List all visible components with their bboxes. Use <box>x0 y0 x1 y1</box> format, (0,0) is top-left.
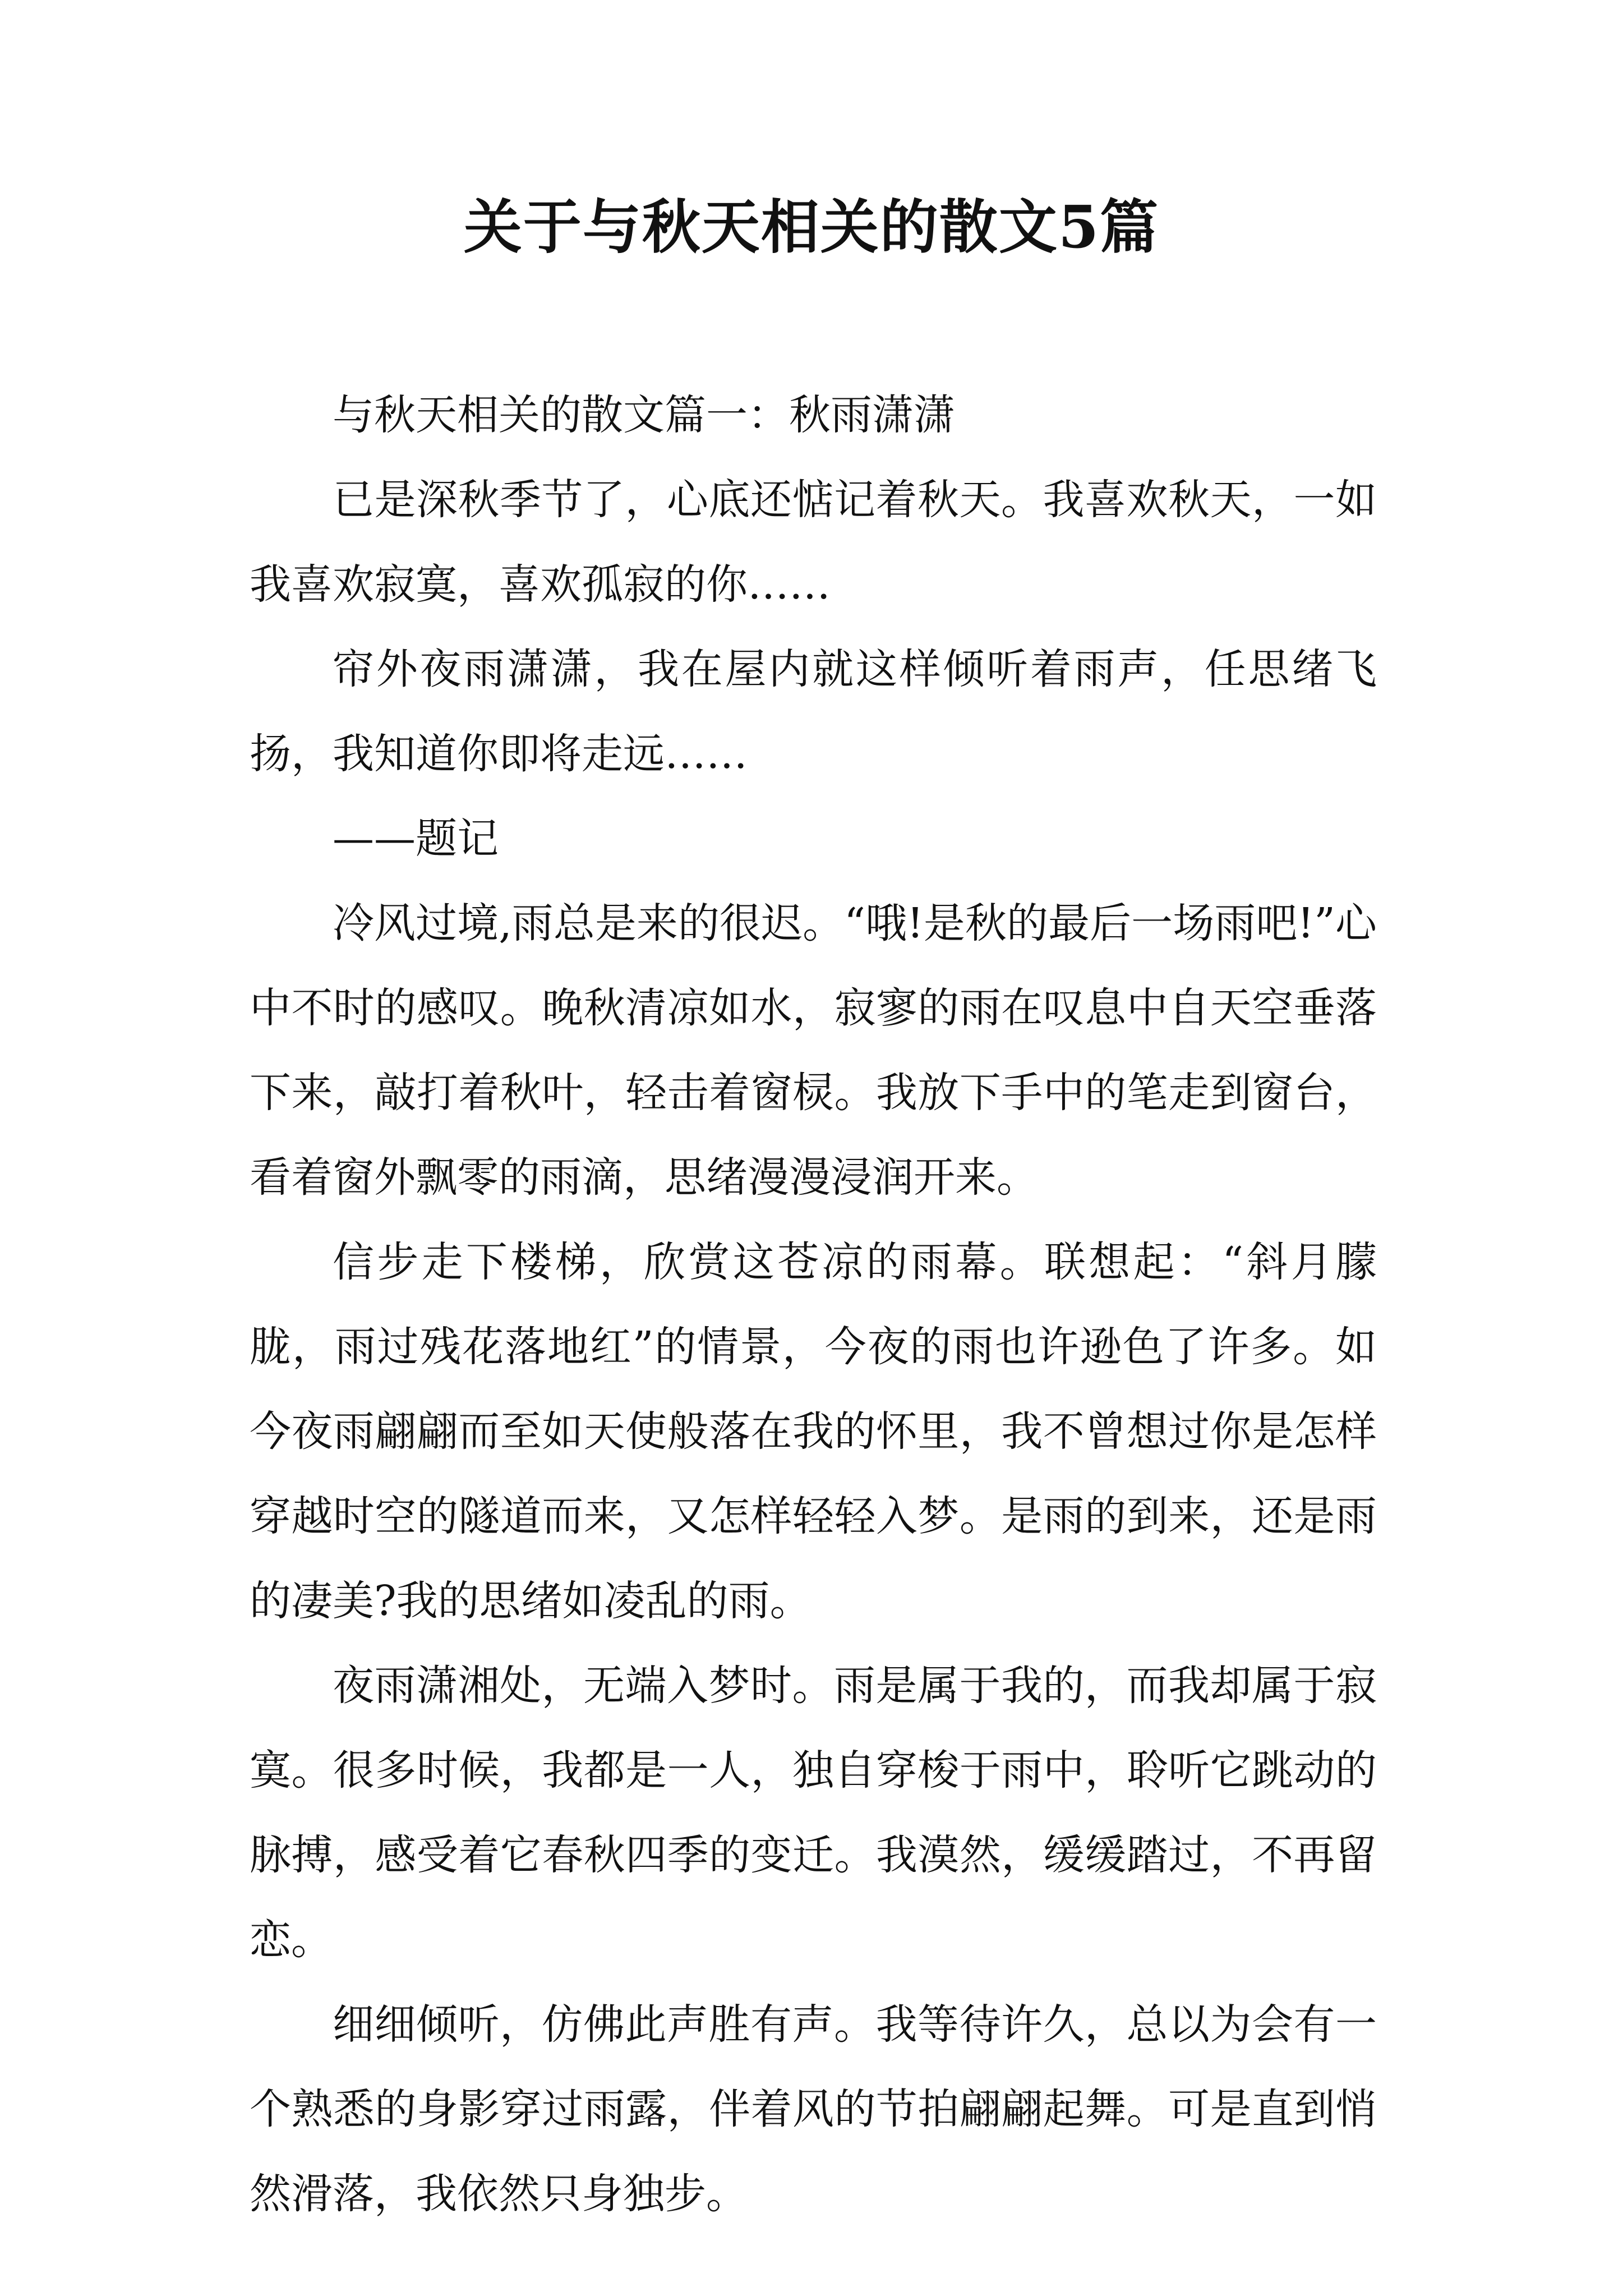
epigraph-attribution: ——题记 <box>333 815 499 863</box>
paragraph: 已是深秋季节了，心底还惦记着秋天。我喜欢秋天，一如我喜欢寂寞，喜欢孤寂的你…… <box>250 476 1377 609</box>
document-title: 关于与秋天相关的散文5篇 <box>463 192 1160 261</box>
paragraph: 夜雨潇湘处，无端入梦时。雨是属于我的，而我却属于寂寞。很多时候，我都是一人，独自穿梭于雨中，聆听它跳动的脉搏，感受着它春秋四季的变迁。我漠然，缓缓踏过，不再留恋。 <box>250 1662 1377 1964</box>
paragraph: 细细倾听，仿佛此声胜有声。我等待许久，总以为会有一个熟悉的身影穿过雨露，伴着风的节拍翩翩起舞。可是直到悄然滑落，我依然只身独步。 <box>250 2000 1377 2218</box>
paragraph: 信步走下楼梯，欣赏这苍凉的雨幕。联想起：“斜月朦胧，雨过残花落地红”的情景，今夜的雨也许逊色了许多。如今夜雨翩翩而至如天使般落在我的怀里，我不曾想过你是怎样穿越时空的隧道而来，又怎样轻轻入梦。是雨的到来，还是雨的凄美?我的思绪如凌乱的雨。 <box>250 1238 1377 1625</box>
paragraph: 帘外夜雨潇潇，我在屋内就这样倾听着雨声，任思绪飞扬，我知道你即将走远…… <box>250 645 1377 778</box>
document-body <box>250 373 1377 2237</box>
paragraph: 冷风过境,雨总是来的很迟。“哦!是秋的最后一场雨吧!”心中不时的感叹。晚秋清凉如水，寂寥的雨在叹息中自天空垂落下来，敲打着秋叶，轻击着窗棂。我放下手中的笔走到窗台，看着窗外飘零的雨滴，思绪漫漫浸润开来。 <box>250 899 1377 1202</box>
section-heading: 与秋天相关的散文篇一：秋雨潇潇 <box>333 391 955 439</box>
